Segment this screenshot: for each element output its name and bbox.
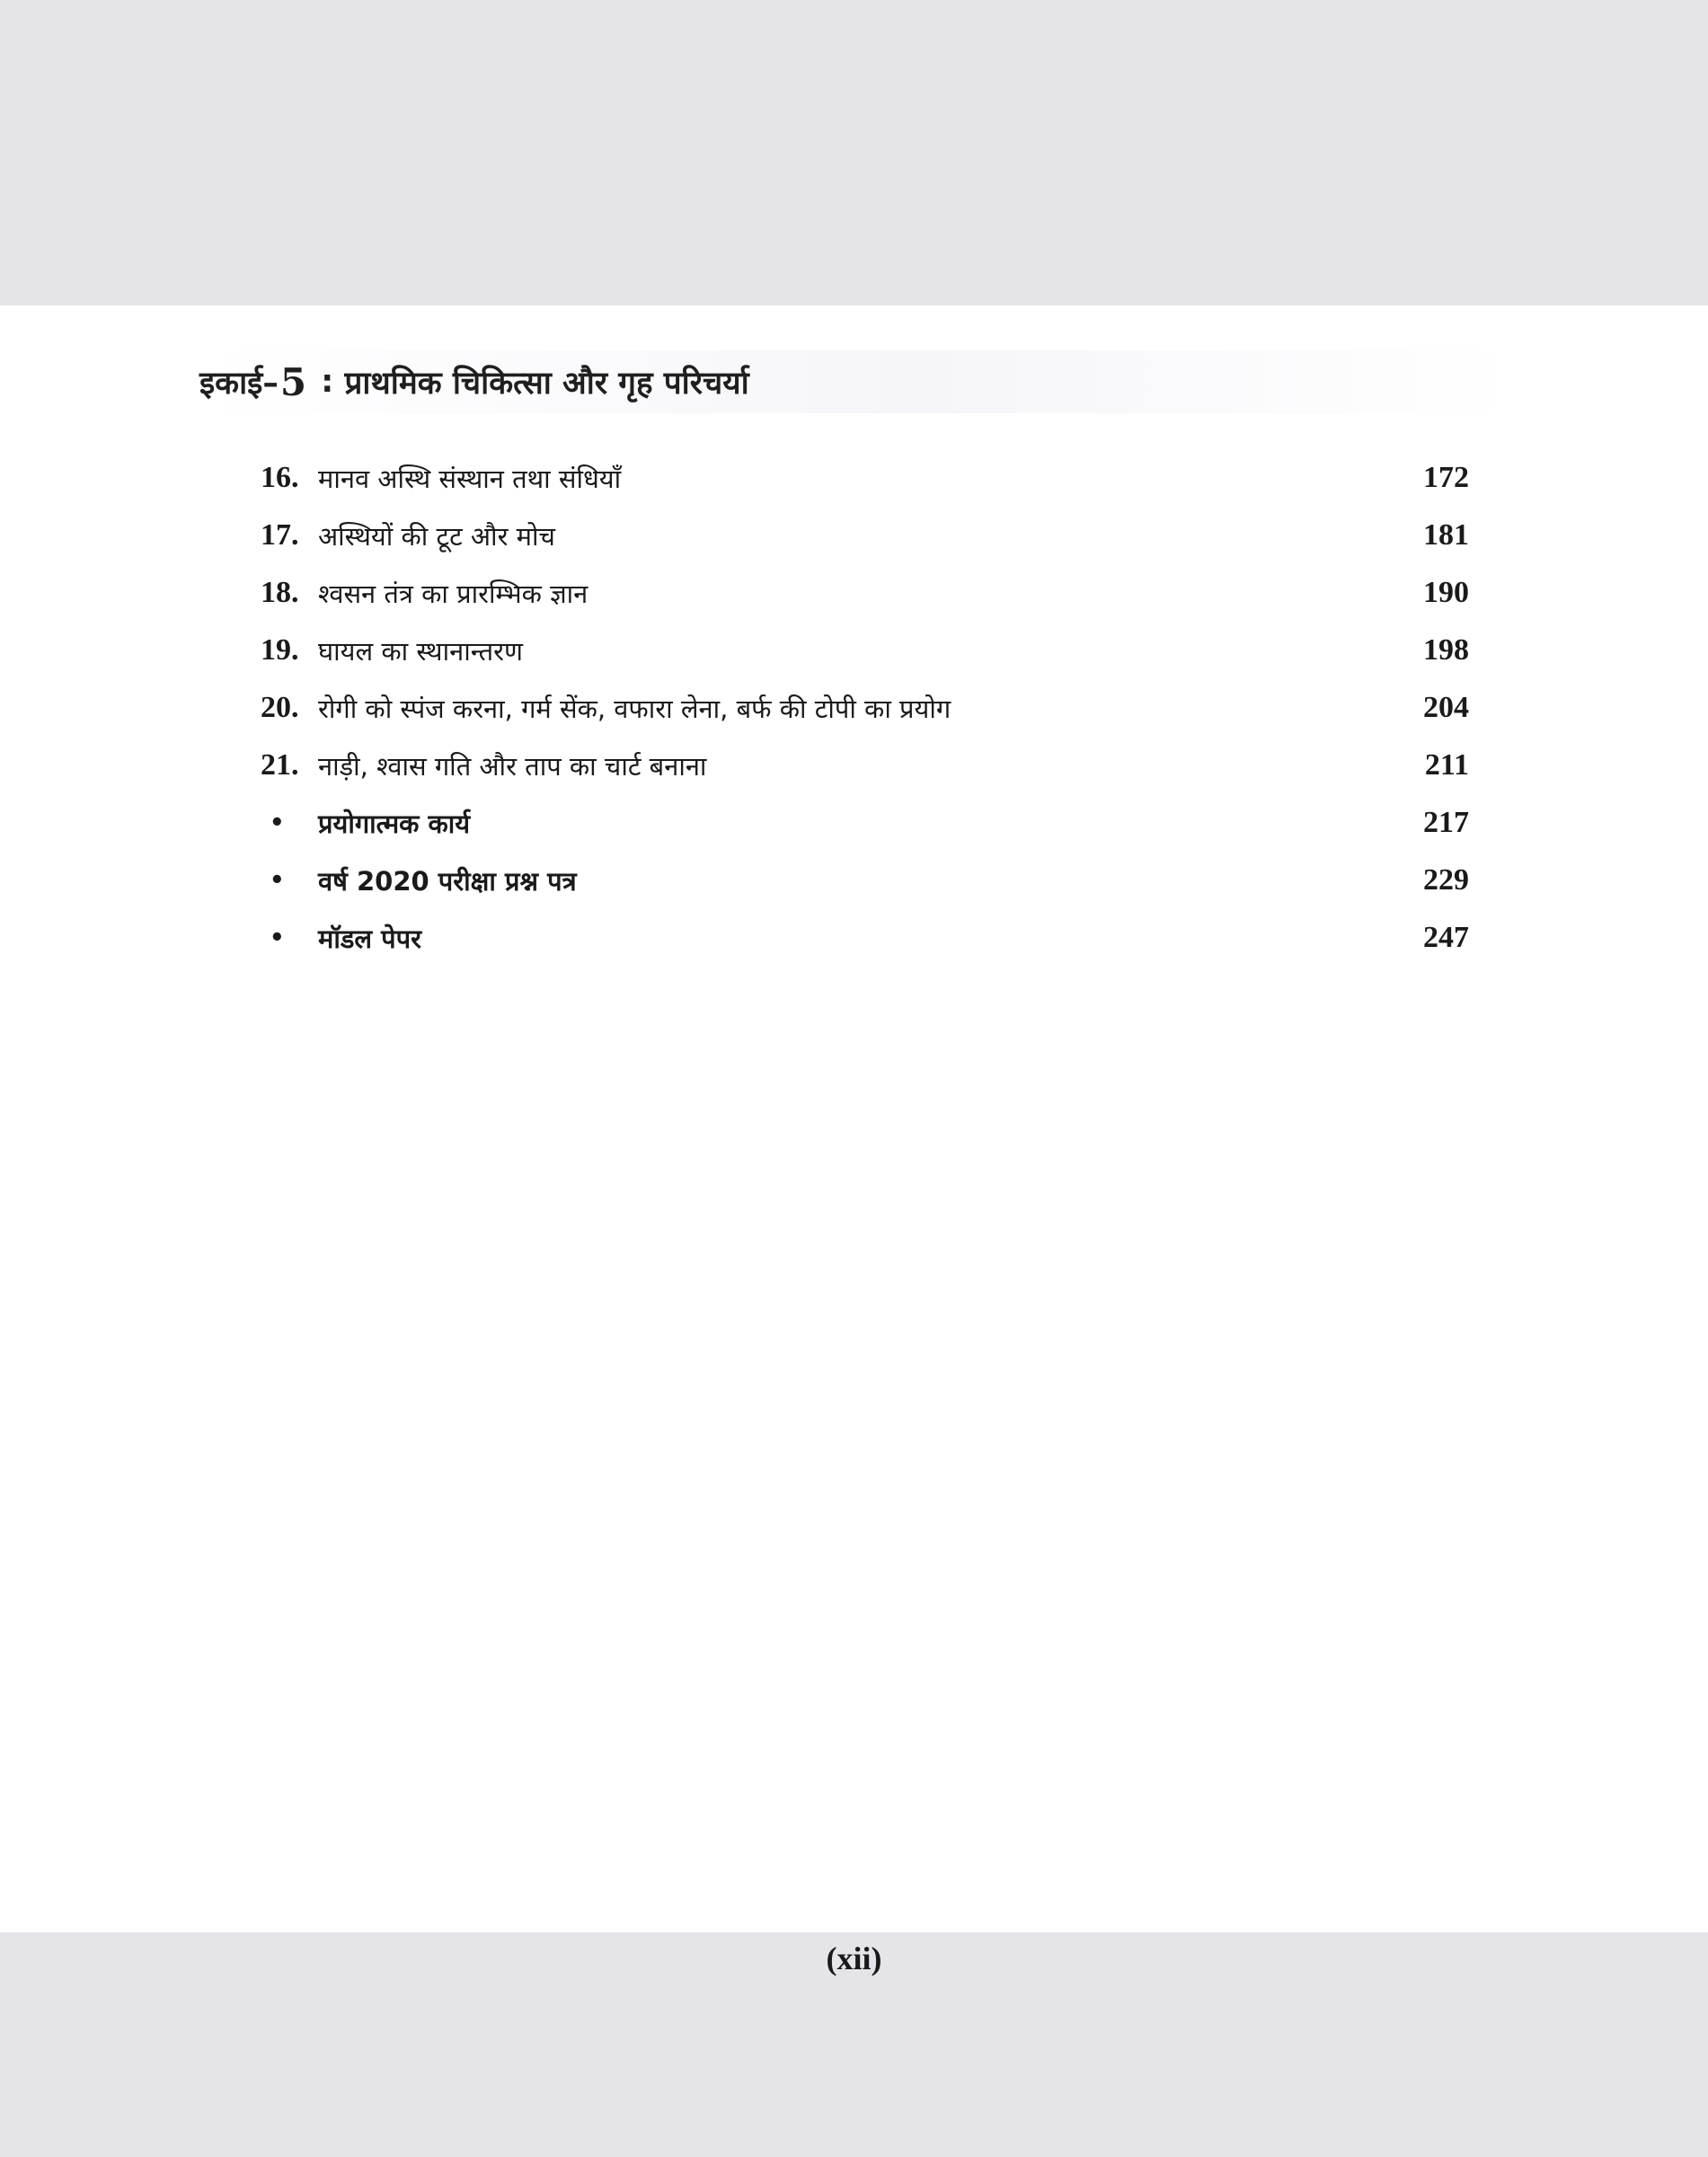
unit-title: प्राथमिक चिकित्सा और गृह परिचर्या [344, 365, 749, 402]
chapter-title: घायल का स्थानान्तरण [318, 635, 523, 667]
page-reference: 247 [1423, 921, 1469, 954]
chapter-title: श्वसन तंत्र का प्रारम्भिक ज्ञान [318, 578, 589, 609]
unit-heading [199, 350, 1511, 413]
toc-entry-20 [261, 679, 1469, 737]
section-title: मॉडल पेपर [318, 923, 421, 954]
chapter-number: 20. [261, 691, 299, 724]
page-reference: 198 [1423, 633, 1469, 667]
toc-entry-21 [261, 737, 1469, 794]
chapter-title: अस्थियों की टूट और मोच [318, 520, 555, 552]
chapter-number: 18. [261, 576, 299, 609]
bullet-marker: • [270, 867, 285, 894]
unit-separator: : [310, 364, 345, 400]
section-title: प्रयोगात्मक कार्य [318, 808, 471, 839]
bullet-marker: • [270, 924, 285, 951]
chapter-title: नाड़ी, श्वास गति और ताप का चार्ट बनाना [318, 750, 707, 782]
page-reference: 204 [1423, 691, 1469, 724]
toc-entry-17 [261, 507, 1469, 564]
top-margin-band [0, 0, 1708, 305]
page-reference: 217 [1423, 806, 1469, 839]
page-reference: 190 [1423, 576, 1469, 609]
page-number: (xii) [826, 1940, 882, 1976]
toc-entry-18 [261, 564, 1469, 622]
toc-entry-19 [261, 622, 1469, 679]
chapter-title: मानव अस्थि संस्थान तथा संधियाँ [318, 463, 622, 494]
toc-entry-model-paper [261, 909, 1469, 967]
chapter-title: रोगी को स्पंज करना, गर्म सेंक, वफारा लेना, बर्फ की टोपी का प्रयोग [318, 693, 951, 724]
page-reference: 211 [1424, 748, 1469, 782]
chapter-number: 16. [261, 461, 299, 494]
table-of-contents [261, 449, 1469, 967]
page-reference: 229 [1423, 863, 1469, 897]
section-title: वर्ष 2020 परीक्षा प्रश्न पत्र [318, 865, 577, 897]
unit-prefix: इकाई– [199, 365, 279, 402]
toc-entry-16 [261, 449, 1469, 507]
page-reference: 181 [1423, 518, 1469, 552]
chapter-number: 17. [261, 518, 299, 552]
toc-entry-practical-work [261, 794, 1469, 852]
chapter-number: 19. [261, 633, 299, 667]
bullet-marker: • [270, 809, 285, 836]
chapter-number: 21. [261, 748, 299, 782]
toc-entry-exam-paper-2020 [261, 852, 1469, 909]
page-reference: 172 [1423, 461, 1469, 494]
unit-number: 5 [279, 359, 307, 404]
